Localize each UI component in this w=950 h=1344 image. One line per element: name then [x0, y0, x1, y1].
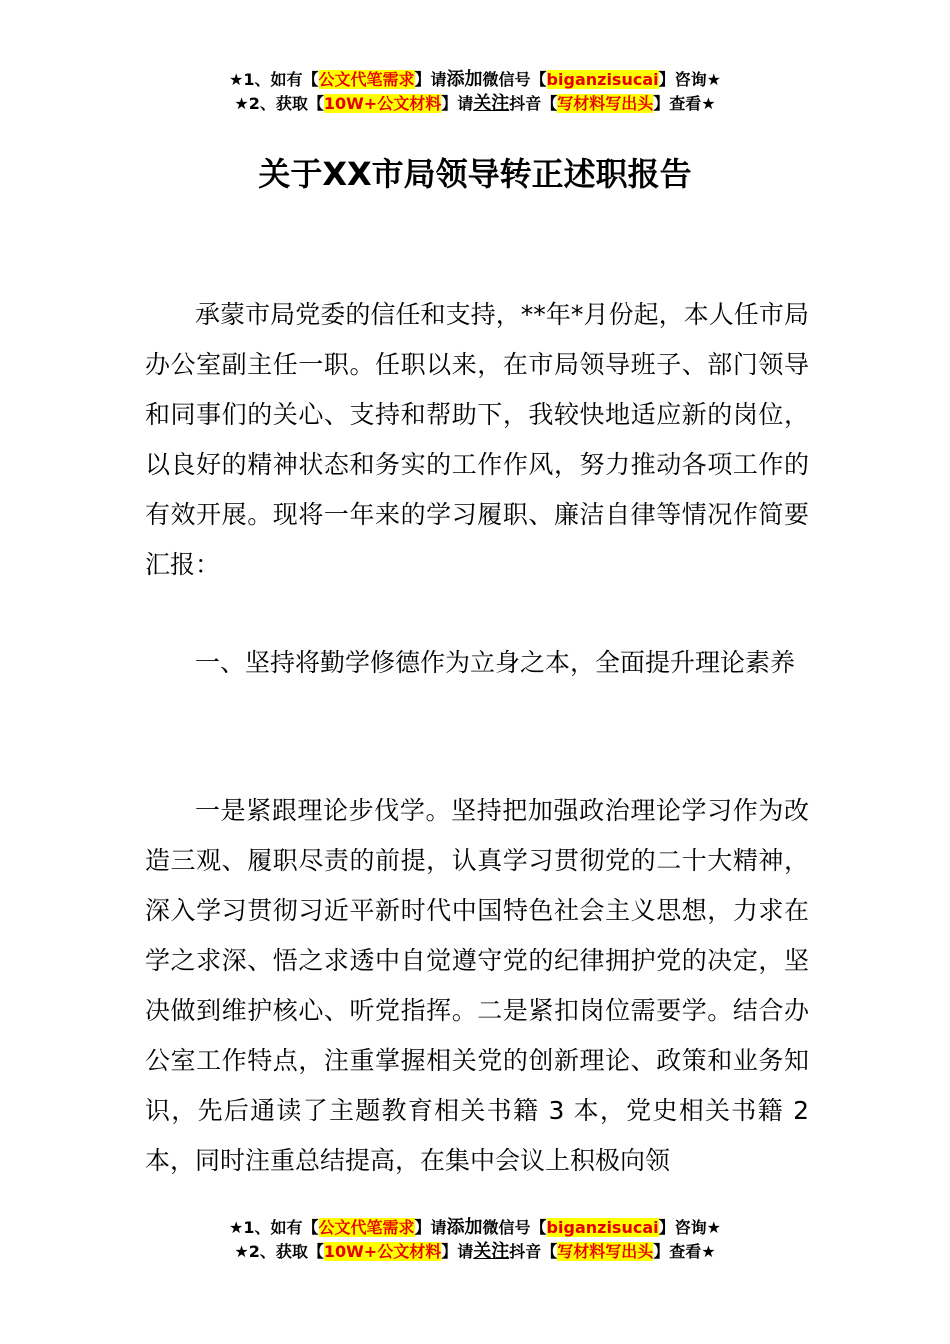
promo-text: 微信号【 [482, 70, 547, 89]
promo-text: ★1、如有【 [229, 70, 319, 89]
section-heading-1: 一、坚持将勤学修德作为立身之本，全面提升理论素养 [195, 648, 796, 677]
promo-emphasis: 添加 [446, 69, 483, 90]
promo-highlight: biganzisucai [546, 70, 659, 89]
promo-highlight: 写材料写出头 [557, 94, 654, 113]
promo-text: 微信号【 [482, 1218, 547, 1237]
promo-emphasis: 添加 [446, 1217, 483, 1238]
promo-text: 】请 [441, 94, 474, 113]
document-title: 关于XX市局领导转正述职报告 [258, 155, 692, 193]
promo-text: 】请 [414, 1218, 447, 1237]
promo-text: 】查看★ [653, 94, 716, 113]
promo-text: ★2、获取【 [234, 94, 324, 113]
promo-emphasis: 关注 [473, 1241, 510, 1262]
promo-highlight: 公文代笔需求 [318, 70, 415, 89]
promo-highlight: 公文代笔需求 [318, 1218, 415, 1237]
promo-highlight: 写材料写出头 [557, 1242, 654, 1261]
promo-line-1 [0, 68, 950, 92]
promo-text: 】请 [441, 1242, 474, 1261]
promo-highlight: biganzisucai [546, 1218, 659, 1237]
promo-text: 抖音【 [509, 94, 558, 113]
body-paragraph-intro: 承蒙市局党委的信任和支持，**年*月份起，本人任市局办公室副主任一职。任职以来，在市局领导班子、部门领导和同事们的关心、支持和帮助下，我较快地适应新的岗位，以良好的精神状态和务实的工作作风，努力推动各项工作的有效开展。现将一年来的学习履职、廉洁自律等情况作简要汇报： [145, 300, 809, 579]
promo-text: 】查看★ [653, 1242, 716, 1261]
promo-line-1 [0, 1216, 950, 1240]
promo-line-2 [0, 92, 950, 116]
promo-text: ★2、获取【 [234, 1242, 324, 1261]
promo-highlight: 10W+公文材料 [323, 94, 442, 113]
body-paragraph-study: 一是紧跟理论步伐学。坚持把加强政治理论学习作为改造三观、履职尽责的前提，认真学习贯彻党的二十大精神，深入学习贯彻习近平新时代中国特色社会主义思想，力求在学之求深、悟之求透中自觉遵守党的纪律拥护党的决定，坚决做到维护核心、听党指挥。二是紧扣岗位需要学。结合办公室工作特点，注重掌握相关党的创新理论、政策和业务知识，先后通读了主题教育相关书籍 3 本，党史相关书籍 2 本，同时注重总结提高，在集中会议上积极向领 [145, 796, 809, 1175]
promo-highlight: 10W+公文材料 [323, 1242, 442, 1261]
promo-line-2 [0, 1240, 950, 1264]
promo-text: ★1、如有【 [229, 1218, 319, 1237]
promo-banner-top [0, 68, 950, 116]
promo-text: 】咨询★ [658, 70, 721, 89]
promo-banner-bottom [0, 1216, 950, 1264]
promo-emphasis: 关注 [473, 93, 510, 114]
promo-text: 】咨询★ [658, 1218, 721, 1237]
promo-text: 】请 [414, 70, 447, 89]
promo-text: 抖音【 [509, 1242, 558, 1261]
